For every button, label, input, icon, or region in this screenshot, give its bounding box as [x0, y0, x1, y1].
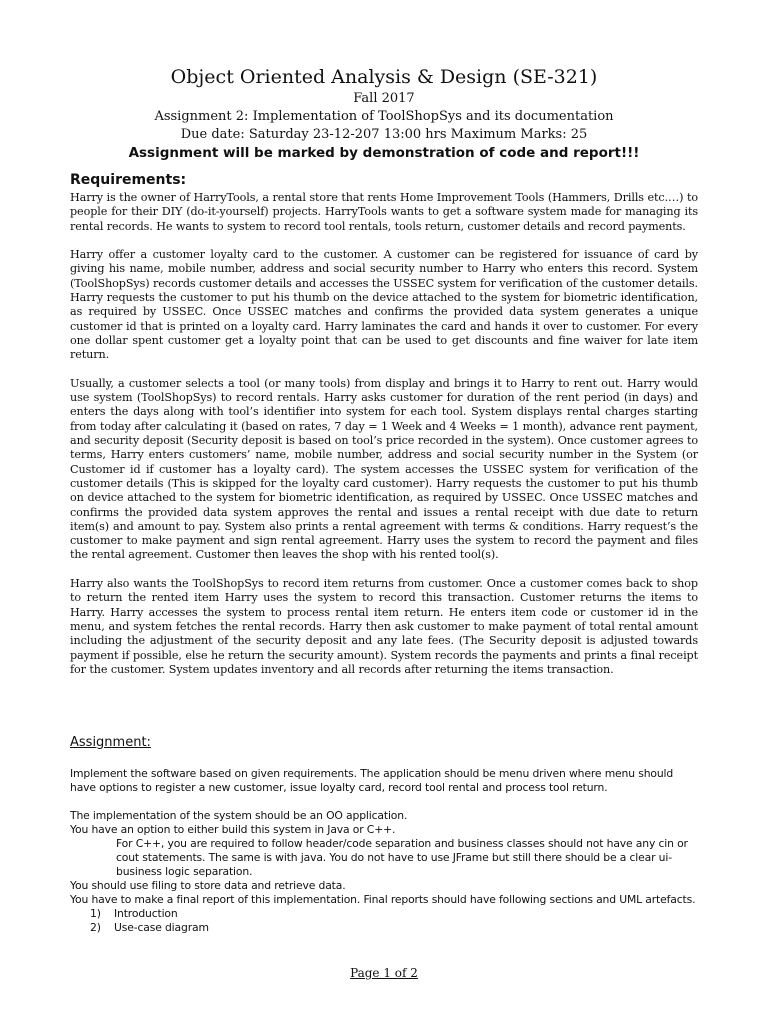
- assignment-heading: Assignment:: [70, 735, 151, 750]
- assignment-line-5: You have to make a final report of this implementation. Final reports should have following sections and UML artefacts.: [70, 893, 696, 906]
- term-line: Fall 2017: [353, 91, 415, 106]
- requirements-heading: Requirements:: [70, 172, 187, 188]
- assignment-line-4: You should use filing to store data and retrieve data.: [70, 879, 346, 892]
- document-header: [70, 64, 698, 162]
- requirements-paragraph-2: Harry offer a customer loyalty card to the customer. A customer can be registered for issuance of card by giving his name, mobile number, address and social security number to Harry who enters this record. System (ToolShopSys) records customer details and accesses the USSEC system for verification of the customer details. Harry requests the customer to put his thumb on the device attached to the system for biometric identification, as required by USSEC. Once USSEC matches and confirms the provided data system generates a unique customer id that is printed on a loyalty card. Harry laminates the card and hands it over to customer. For every one dollar spent customer get a loyalty point that can be used to get discounts and fine waiver for late item return.: [70, 248, 698, 362]
- assignment-intro: Implement the software based on given requirements. The application should be menu driven where menu should have options to register a new customer, issue loyalty card, record tool rental and process tool return.: [70, 767, 674, 794]
- assignment-line: Assignment 2: Implementation of ToolShopSys and its documentation: [154, 109, 614, 124]
- page-number: Page 1 of 2: [350, 966, 418, 980]
- notice-line: Assignment will be marked by demonstration of code and report!!!: [128, 145, 640, 161]
- assignment-body: [70, 767, 698, 935]
- requirements-paragraph-1: Harry is the owner of HarryTools, a rental store that rents Home Improvement Tools (Hammers, Drills etc.…) to people for their DIY (do-it-yourself) projects. HarryTools wants to get a software system made for managing its rental records. He wants to system to record tool rentals, tools return, customer details and record payments.: [70, 191, 698, 233]
- list-item: 1) Introduction: [90, 907, 178, 920]
- assignment-lines: [70, 809, 698, 935]
- requirements-paragraph-3: Usually, a customer selects a tool (or many tools) from display and brings it to Harry to rent out. Harry would use system (ToolShopSys) to record rentals. Harry asks customer for duration of the rent period (in days) and enters the days along with tool’s identifier into system for each tool. System displays rental charges starting from today after calculating it (based on rates, 7 day = 1 Week and 4 Weeks = 1 month), advance rent payment, and security deposit (Security deposit is based on tool’s price recorded in the system). Once customer agrees to terms, Harry enters customers’ name, mobile number, address and social security number in the System (or Customer id if customer has a loyalty card). The system accesses the USSEC system for verification of the customer details (This is skipped for the loyalty card customer). Harry requests the customer to put his thumb on device attached to the system for biometric identification, as required by USSEC. Once USSEC matches and confirms the provided data system approves the rental and issues a rental receipt with due date to return item(s) and amount to pay. System also prints a rental agreement with terms & conditions. Harry request’s the customer to make payment and sign rental agreement. Harry uses the system to record the payment and files the rental agreement. Customer then leaves the shop with his rented tool(s).: [70, 376, 698, 562]
- page-title: Object Oriented Analysis & Design (SE-321): [170, 66, 598, 88]
- assignment-line-1: The implementation of the system should be an OO application.: [70, 809, 408, 822]
- list-item: 2) Use-case diagram: [90, 921, 209, 934]
- assignment-line-2: You have an option to either build this system in Java or C++.: [70, 823, 396, 836]
- requirements-body: [70, 191, 698, 677]
- due-date-line: Due date: Saturday 23-12-207 13:00 hrs Maximum Marks: 25: [180, 127, 588, 142]
- requirements-paragraph-4: Harry also wants the ToolShopSys to record item returns from customer. Once a customer comes back to shop to return the rented item Harry uses the system to record this transaction. Customer returns the items to Harry. Harry accesses the system to process rental item return. He enters item code or customer id in the menu, and system fetches the rental records. Harry then ask customer to make payment of total rental amount including the adjustment of the security deposit and any late fees. (The Security deposit is adjusted towards payment if possible, else he return the security amount). System records the payments and prints a final receipt for the customer. System updates inventory and all records after returning the items transaction.: [70, 577, 698, 676]
- assignment-line-3: For C++, you are required to follow header/code separation and business classes should not have any cin or cout statements. The same is with java. You do not have to use JFrame but still there should be a clear ui-business logic separation.: [116, 837, 688, 878]
- report-sections-list: [70, 907, 698, 935]
